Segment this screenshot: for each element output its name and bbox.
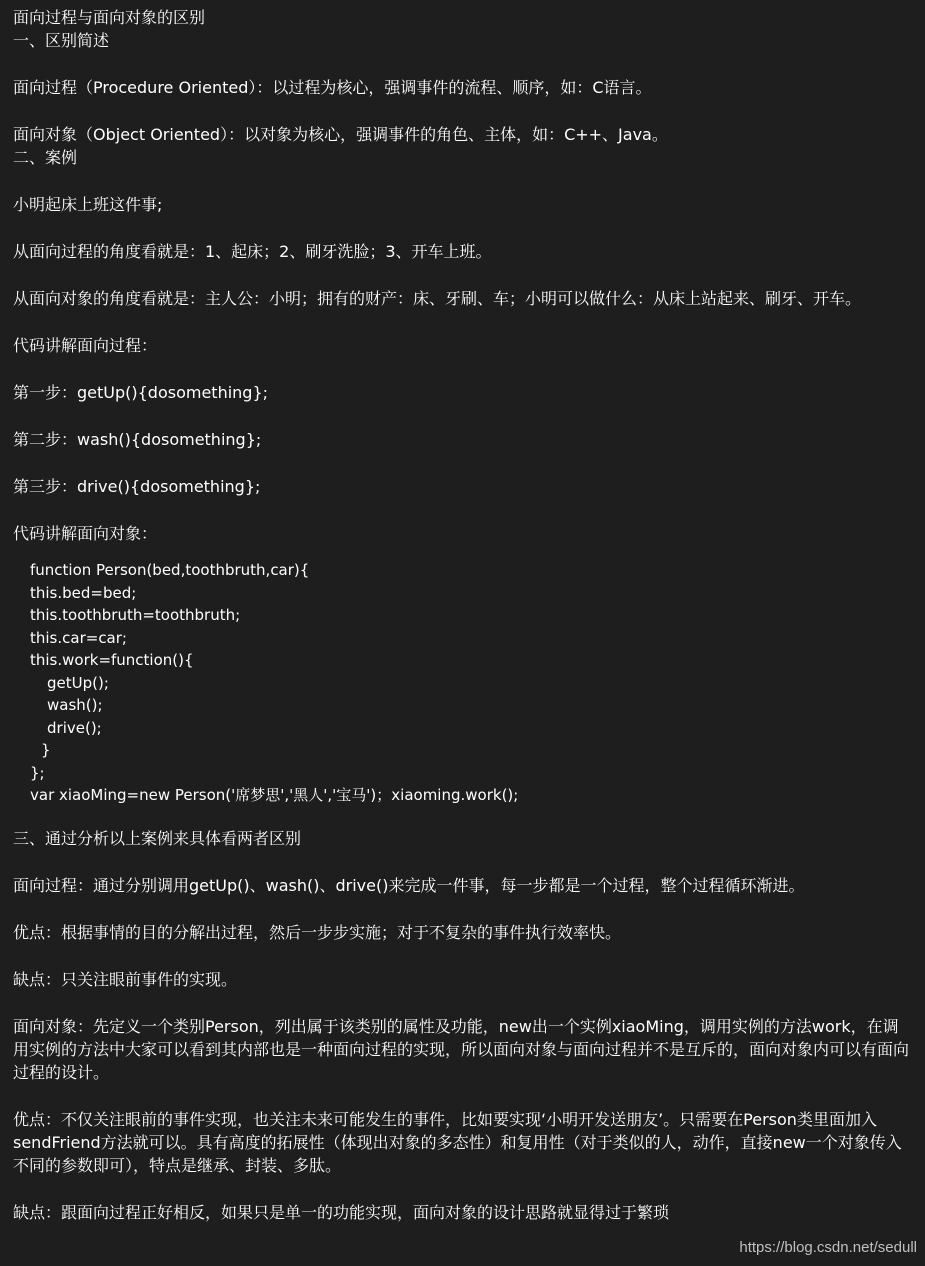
step-1: 第一步：getUp(){dosomething};	[13, 383, 269, 402]
code-line: wash();	[47, 696, 103, 714]
object-analysis: 面向对象：先定义一个类别Person，列出属于该类别的属性及功能，new出一个实例xiaoMing，调用实例的方法work，在调用实例的方法中大家可以看到其内部也是一种面向过程的实现，所以面向对象与面向过程并不是互斥的，面向对象内可以有面向过程的设计。	[13, 1016, 910, 1082]
section1-heading: 一、区别简述	[13, 31, 110, 50]
code-block	[13, 559, 913, 807]
procedural-cons: 缺点：只关注眼前事件的实现。	[13, 969, 238, 989]
code-line: function Person(bed,toothbruth,car){	[30, 561, 310, 579]
procedural-view: 从面向过程的角度看就是：1、起床；2、刷牙洗脸；3、开车上班。	[13, 242, 492, 261]
procedural-analysis: 面向过程：通过分别调用getUp()、wash()、drive()来完成一件事，每一步都是一个过程，整个过程循环渐进。	[13, 875, 805, 895]
code-line: drive();	[47, 718, 102, 737]
code-line: this.bed=bed;	[30, 583, 137, 602]
case-scenario: 小明起床上班这件事;	[13, 195, 163, 214]
section2-heading: 二、案例	[13, 148, 78, 167]
watermark-url: https://blog.csdn.net/sedull	[739, 1239, 917, 1256]
code-line: };	[30, 763, 45, 782]
object-definition: 面向对象（Object Oriented）：以对象为核心，强调事件的角色、主体，如：C++、Java。	[13, 125, 668, 144]
object-pros: 优点：不仅关注眼前的事件实现，也关注未来可能发生的事件，比如要实现‘小明开发送朋友’。只需要在Person类里面加入sendFriend方法就可以。具有高度的拓展性（体现出对象的多态性）和复用性（对于类似的人，动作，直接new一个对象传入不同的参数即可），特点是继承、封装、多肽。	[13, 1109, 902, 1175]
code-procedural-title: 代码讲解面向过程：	[13, 336, 158, 355]
code-line: this.toothbruth=toothbruth;	[30, 606, 241, 624]
code-line: getUp();	[47, 673, 109, 692]
object-cons: 缺点：跟面向过程正好相反，如果只是单一的功能实现，面向对象的设计思路就显得过于繁琐	[13, 1202, 670, 1222]
article-title: 面向过程与面向对象的区别	[13, 8, 206, 27]
procedural-definition: 面向过程（Procedure Oriented）：以过程为核心，强调事件的流程、顺序，如：C语言。	[13, 78, 652, 97]
step-3: 第三步：drive(){dosomething};	[13, 477, 261, 496]
code-object-title: 代码讲解面向对象：	[13, 524, 158, 543]
procedural-pros: 优点：根据事情的目的分解出过程，然后一步步实施；对于不复杂的事件执行效率快。	[13, 922, 622, 942]
article-body	[13, 6, 913, 1224]
object-view: 从面向对象的角度看就是：主人公：小明；拥有的财产：床、牙刷、车；小明可以做什么：从床上站起来、刷牙、开车。	[13, 289, 862, 308]
code-line: this.car=car;	[30, 628, 127, 647]
code-line: this.work=function(){	[30, 651, 194, 669]
code-line: }	[41, 741, 51, 759]
step-2: 第二步：wash(){dosomething};	[13, 430, 262, 449]
section3-heading: 三、通过分析以上案例来具体看两者区别	[13, 828, 302, 848]
code-line: var xiaoMing=new Person('席梦思','黑人','宝马')；xiaoming.work();	[30, 786, 519, 804]
